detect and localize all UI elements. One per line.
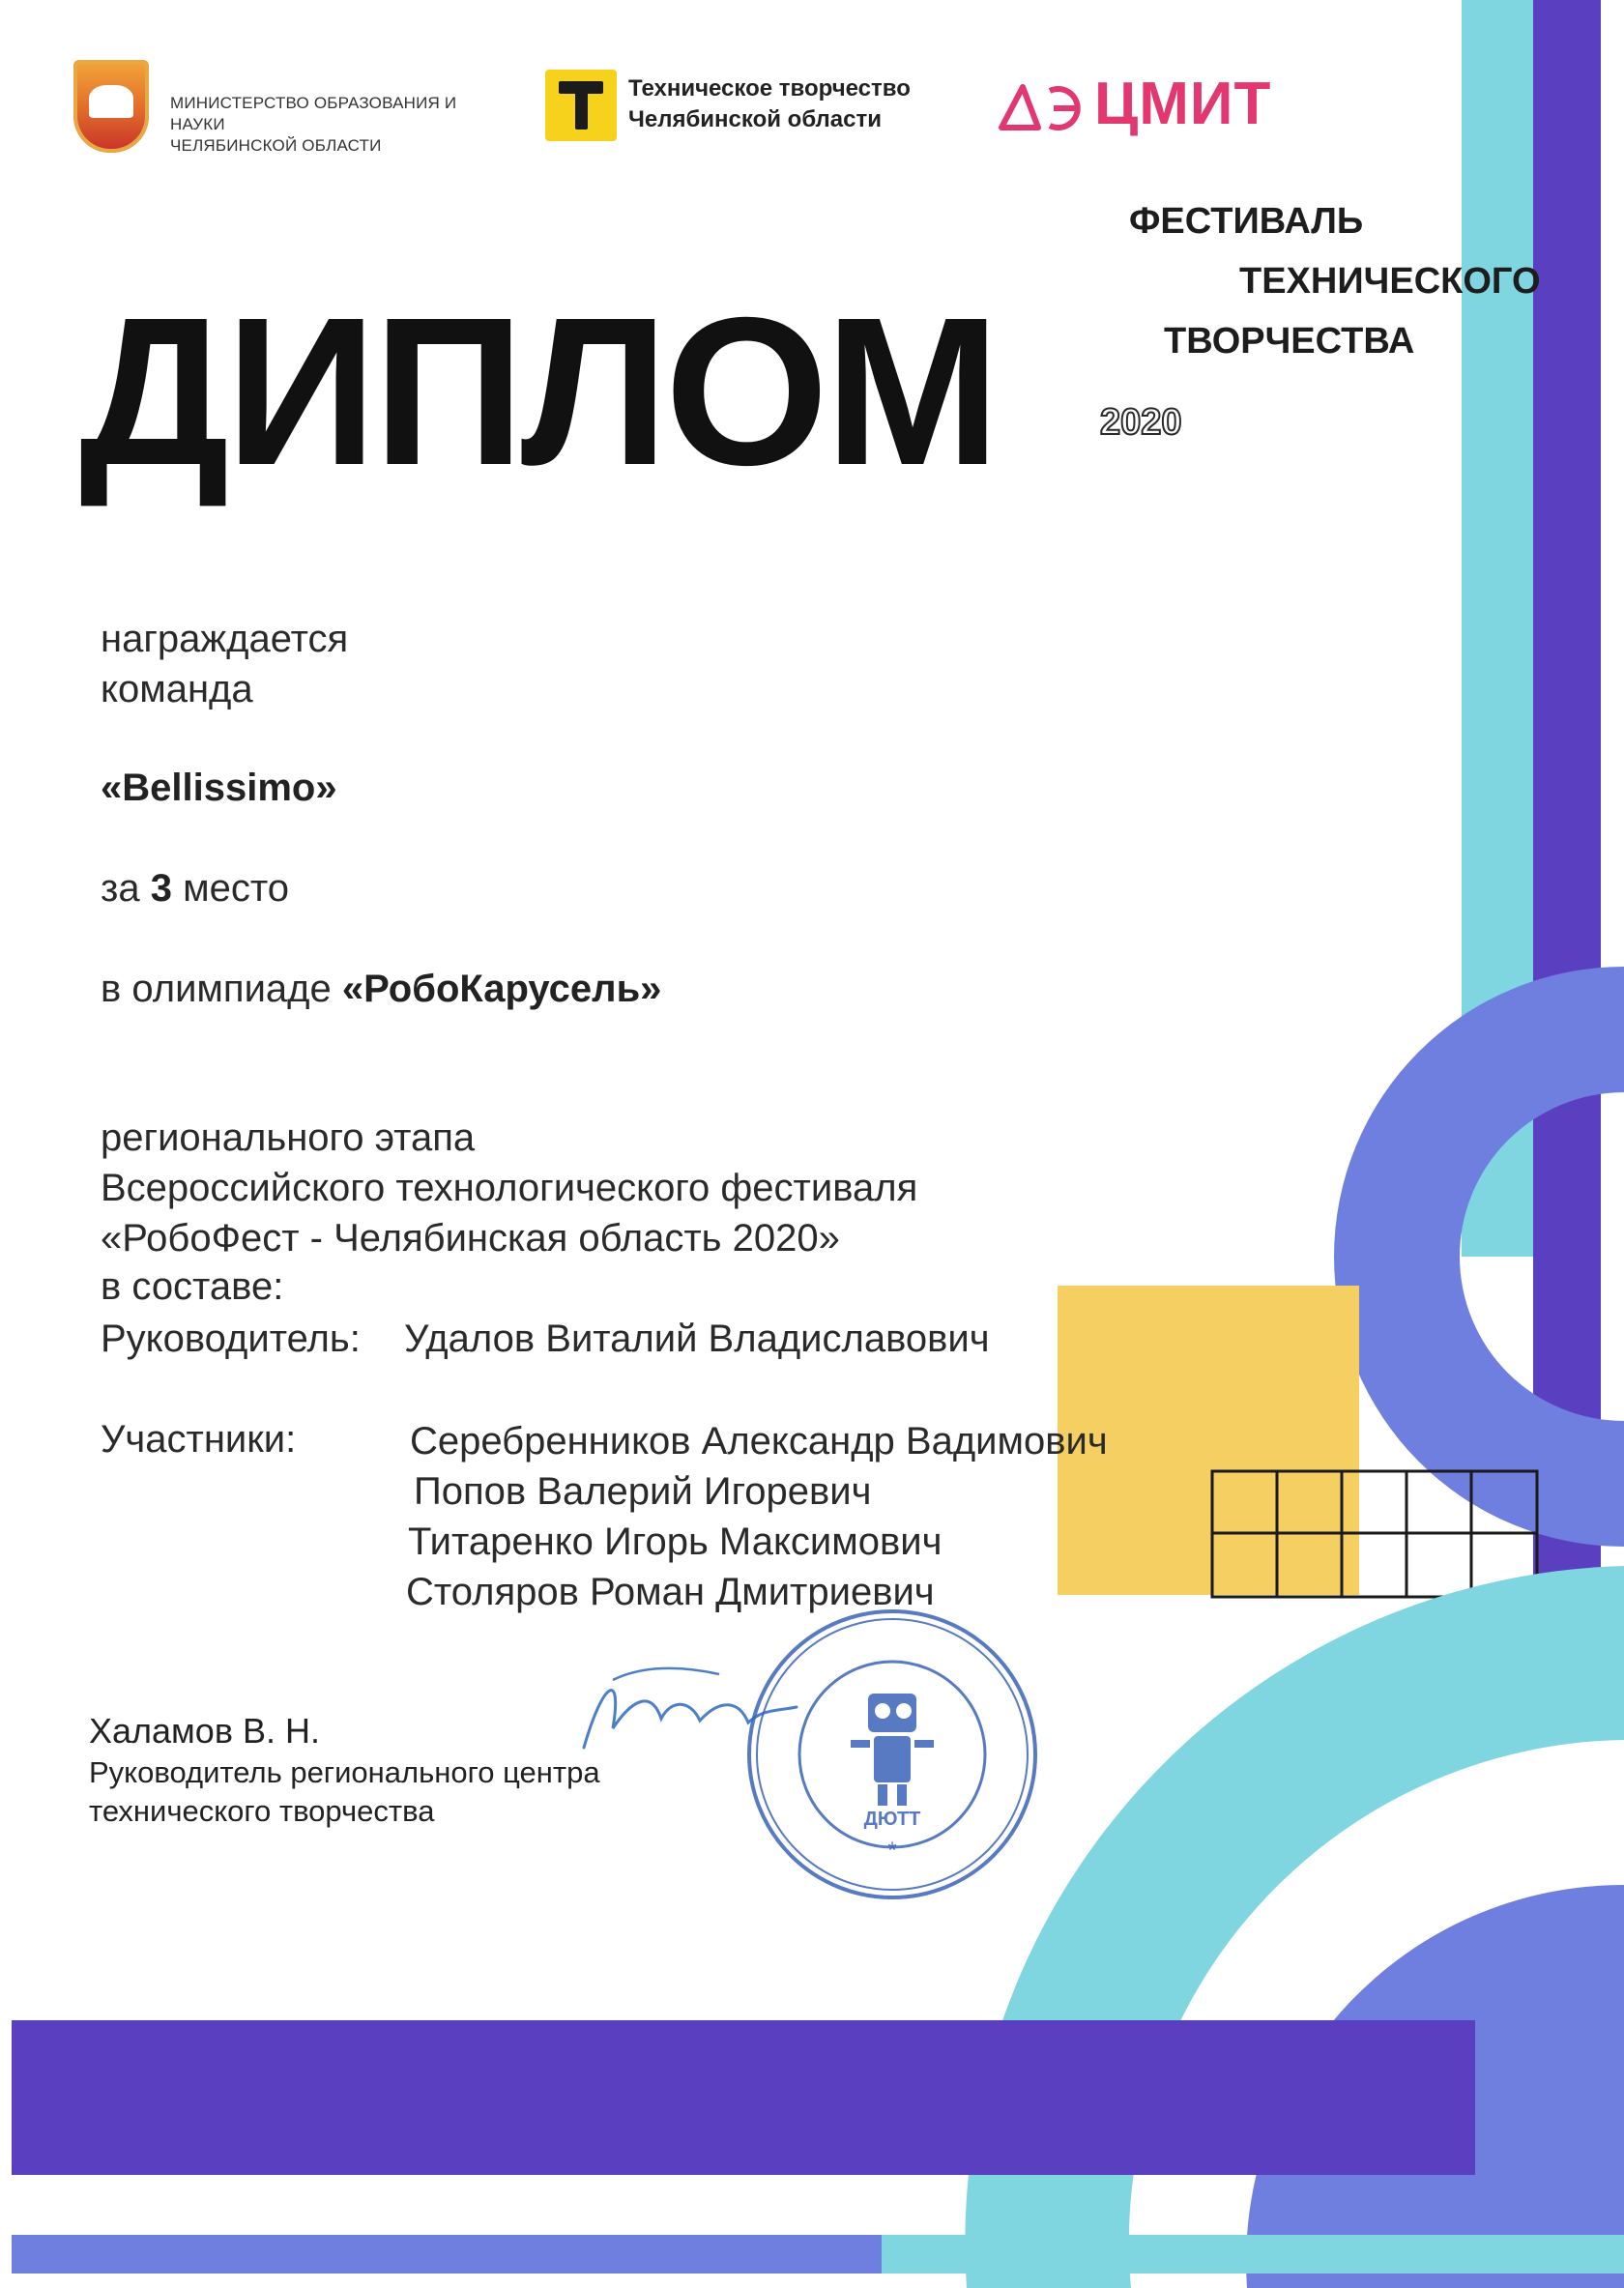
participants-label: Участники:: [101, 1418, 297, 1461]
stage-line-3: «РобоФест - Челябинская область 2020»: [101, 1217, 840, 1260]
participant-1: Серебренников Александр Вадимович: [410, 1420, 1108, 1463]
team-name: «Bellissimo»: [101, 767, 337, 809]
camel-icon: [89, 85, 133, 118]
place-number: 3: [150, 867, 172, 910]
olympiad-prefix: в олимпиаде: [101, 968, 332, 1010]
festival-year: 2020: [1100, 402, 1182, 443]
participant-3: Титаренко Игорь Максимович: [408, 1521, 942, 1563]
awarded-text: награждается: [101, 618, 349, 660]
signatory-role-line-2: технического творчества: [89, 1794, 435, 1828]
ministry-line-1: МИНИСТЕРСТВО ОБРАЗОВАНИЯ И НАУКИ: [170, 94, 457, 133]
bottom-purple-band: [12, 2020, 1475, 2175]
stage-line-2: Всероссийского технологического фестиваля: [101, 1167, 918, 1209]
festival-line-2: ТЕХНИЧЕСКОГО: [1239, 261, 1541, 302]
signatory-name: Халамов В. Н.: [89, 1711, 320, 1751]
svg-text:*: *: [887, 1838, 897, 1864]
participant-2: Попов Валерий Игоревич: [414, 1470, 872, 1513]
team-word: команда: [101, 668, 253, 710]
signatory-role: [89, 1753, 600, 1831]
cmit-logo-icon: [996, 79, 1088, 135]
cmit-logo-text: ЦМИТ: [1094, 71, 1272, 137]
ministry-logo-text: [170, 93, 499, 157]
bottom-blue-strip: [12, 2235, 882, 2274]
ministry-line-2: ЧЕЛЯБИНСКОЙ ОБЛАСТИ: [170, 136, 382, 155]
cyan-top-block: [1462, 0, 1533, 64]
leader-name: Удалов Виталий Владиславович: [404, 1318, 990, 1360]
technical-creativity-logo-icon: [545, 70, 617, 141]
chelyabinsk-crest-icon: [73, 60, 149, 153]
ring-inner: [1431, 1102, 1624, 1411]
signatory-role-line-1: Руководитель регионального центра: [89, 1755, 600, 1789]
festival-line-3: ТВОРЧЕСТВА: [1164, 321, 1415, 362]
stage-line-1: регионального этапа: [101, 1116, 476, 1159]
official-stamp: [742, 1605, 1042, 1904]
composition-label: в составе:: [101, 1265, 284, 1308]
participant-4: Столяров Роман Дмитриевич: [406, 1571, 935, 1613]
place-prefix: за: [101, 867, 140, 910]
stamp-inner-label: ДЮТТ: [863, 1809, 921, 1830]
tt-line-2: Челябинской области: [628, 106, 882, 132]
bottom-cyan-strip: [882, 2235, 1624, 2274]
tt-line-1: Техническое творчество: [628, 75, 911, 101]
diploma-title: ДИПЛОМ: [79, 275, 997, 509]
olympiad-line: [101, 965, 661, 1013]
leader-label: Руководитель:: [101, 1318, 361, 1360]
festival-line-1: ФЕСТИВАЛЬ: [1129, 201, 1364, 242]
place-line: [101, 864, 289, 912]
place-suffix: место: [183, 867, 289, 910]
olympiad-name: «РобоКарусель»: [341, 968, 662, 1010]
technical-creativity-logo-text: [628, 73, 938, 135]
